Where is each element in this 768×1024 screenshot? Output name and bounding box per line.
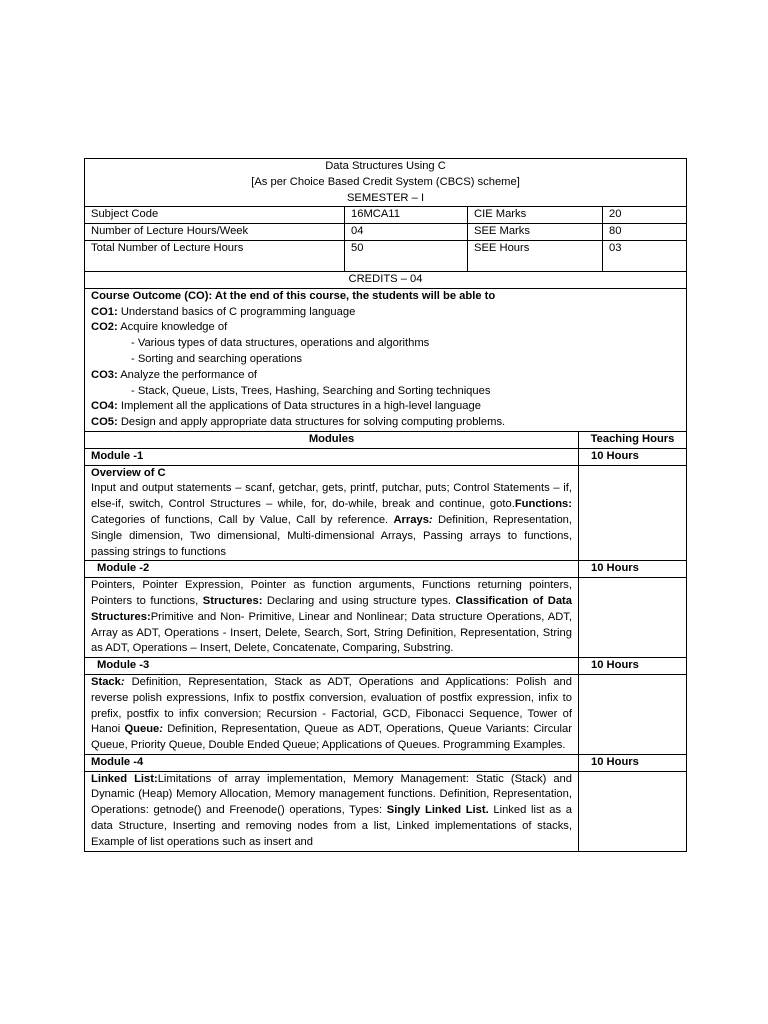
credits-label: CREDITS – 04 [85, 271, 687, 288]
module-4-header-row [85, 754, 687, 771]
outcome-text: Acquire knowledge of [117, 321, 228, 334]
module-4-content-row [85, 771, 687, 851]
outcome-text: Understand basics of C programming language [117, 305, 356, 318]
modules-header: Modules [85, 431, 579, 448]
info-value: 20 [603, 207, 687, 224]
info-value: 16MCA11 [345, 207, 468, 224]
syllabus-document [84, 158, 686, 852]
module-2-hours: 10 Hours [579, 561, 687, 578]
info-value: 04 [345, 224, 468, 241]
teaching-hours-header: Teaching Hours [579, 431, 687, 448]
outcomes-intro: Course Outcome (CO): At the end of this course, the students will be able to [91, 289, 496, 302]
syllabus-table [84, 158, 687, 432]
outcome-subitem: - Stack, Queue, Lists, Trees, Hashing, Searching and Sorting techniques [131, 384, 491, 397]
outcome-tag: CO5: [91, 416, 118, 429]
outcome-subitem: - Sorting and searching operations [131, 352, 303, 365]
info-label: CIE Marks [468, 207, 603, 224]
info-label: Number of Lecture Hours/Week [85, 224, 345, 241]
outcome-tag: CO1: [91, 305, 118, 318]
module-2-content [85, 578, 579, 658]
module-4-content [85, 771, 579, 851]
module-4-text: Linked List:Limitations of array implementation, Memory Management: Static (Stack) and Dynamic (Heap) Memory Allocation, Memory management functions. Definition, Representation, Operations: getnode() and Freenode() operations, Types: Singly Linked List. Linked list as a data Structure, Inserting and removing nodes from a list, Linked implementations of stacks, Example of list operations such as insert and [91, 772, 572, 848]
module-4-hours: 10 Hours [579, 754, 687, 771]
outcome-text: Implement all the applications of Data structures in a high-level language [117, 400, 481, 413]
outcome-item [91, 368, 680, 384]
outcome-tag: CO3: [91, 368, 118, 381]
outcome-item [91, 399, 680, 415]
module-1-overview: Overview of C [91, 466, 166, 479]
course-title: Data Structures Using C [325, 160, 446, 172]
semester-label: SEMESTER – I [346, 191, 425, 204]
info-value: 80 [603, 224, 687, 241]
info-row [85, 224, 687, 241]
info-label: Total Number of Lecture Hours [85, 240, 345, 271]
module-3-title: Module -3 [85, 658, 579, 675]
info-label: SEE Marks [468, 224, 603, 241]
module-1-hours: 10 Hours [579, 448, 687, 465]
modules-table [84, 431, 687, 852]
modules-header-row [85, 431, 687, 448]
outcome-item [91, 415, 680, 431]
module-1-content-row [85, 465, 687, 561]
module-4-title: Module -4 [85, 754, 579, 771]
module-3-content [85, 674, 579, 754]
outcome-tag: CO4: [91, 400, 118, 413]
module-1-header-row [85, 448, 687, 465]
info-row [85, 207, 687, 224]
course-title-row [85, 159, 687, 207]
scheme-label: [As per Choice Based Credit System (CBCS) scheme] [251, 175, 520, 188]
module-1-text: Input and output statements – scanf, getchar, gets, printf, putchar, puts; Control Statements – if, else-if, switch, Control Structures – while, for, do-while, break and continue, goto.Functions: Categories of functions, Call by Value, Call by reference. Arrays: Definition, Representation, Single dimension, Two dimensional, Multi-dimensional Arrays, Passing arrays to functions, passing strings to functions [91, 482, 572, 558]
module-2-content-row [85, 578, 687, 658]
module-3-header-row [85, 658, 687, 675]
outcome-item [91, 305, 680, 321]
module-2-text: Pointers, Pointer Expression, Pointer as function arguments, Functions returning pointers, Pointers to functions, Structures: Declaring and using structure types. Classification of Data Structures:Primitive and Non- Primitive, Linear and Nonlinear; Data structure Operations, ADT, Array as ADT, Operations - Insert, Delete, Search, Sort, String Definition, Representation, String as ADT, Operations – Insert, Delete, Concatenate, Comparing, Substring. [91, 579, 572, 655]
module-3-hours: 10 Hours [579, 658, 687, 675]
info-row [85, 240, 687, 271]
credits-row [85, 271, 687, 288]
module-3-text: Stack: Definition, Representation, Stack as ADT, Operations and Applications: Polish and reverse polish expressions, Infix to postfix conversion, evaluation of postfix expression, infix to prefix, postfix to infix conversion; Recursion - Factorial, GCD, Fibonacci Sequence, Tower of Hanoi Queue: Definition, Representation, Queue as ADT, Operations, Queue Variants: Circular Queue, Priority Queue, Double Ended Queue; Applications of Queues. Programming Examples. [91, 675, 572, 752]
module-2-title: Module -2 [85, 561, 579, 578]
course-outcomes [85, 288, 687, 431]
outcome-subitem: - Various types of data structures, operations and algorithms [131, 337, 430, 350]
info-value: 50 [345, 240, 468, 271]
outcome-text: Analyze the performance of [117, 368, 258, 381]
module-3-content-row [85, 674, 687, 754]
info-value: 03 [603, 240, 687, 271]
outcome-tag: CO2: [91, 321, 118, 334]
module-1-content [85, 465, 579, 561]
module-2-header-row [85, 561, 687, 578]
info-label: SEE Hours [468, 240, 603, 271]
info-label: Subject Code [85, 207, 345, 224]
outcome-text: Design and apply appropriate data structures for solving computing problems. [117, 416, 506, 429]
course-outcomes-row [85, 288, 687, 431]
outcome-item [91, 320, 680, 336]
module-1-title: Module -1 [85, 448, 579, 465]
